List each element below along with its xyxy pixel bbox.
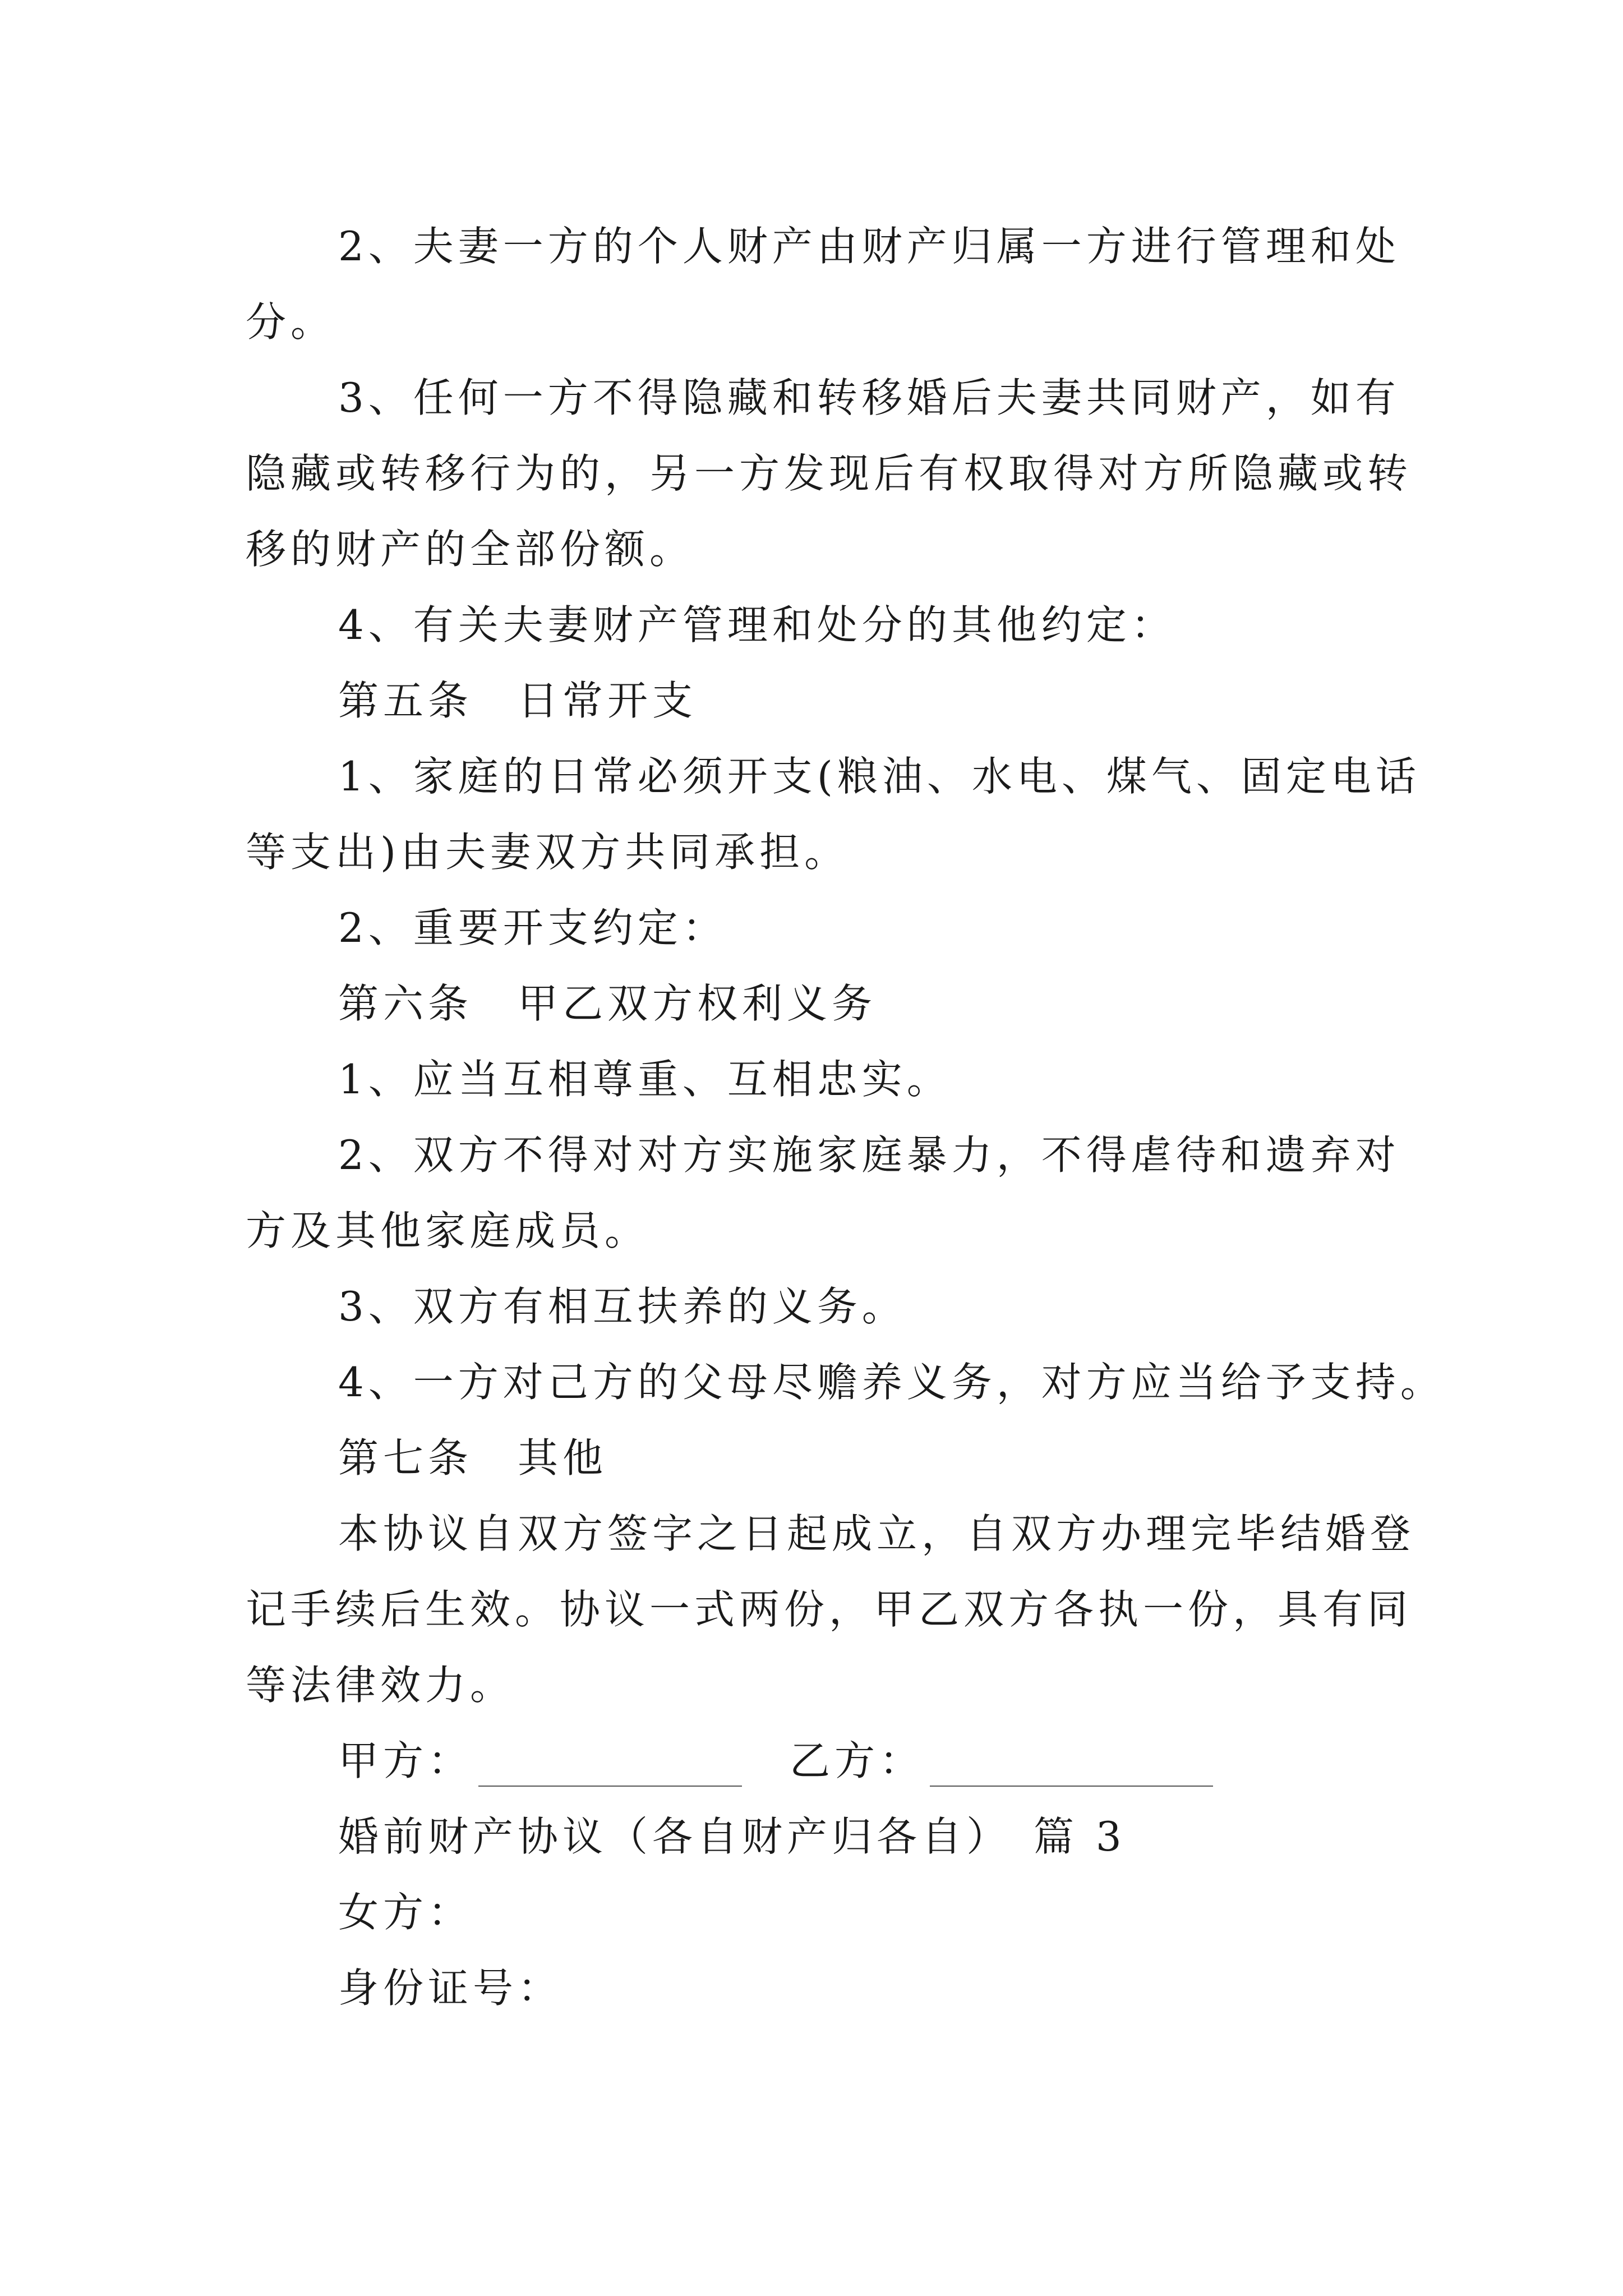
field-label-female-party: 女方： <box>338 1889 473 1936</box>
article-heading <box>246 966 1390 1042</box>
paragraph-line: 2、夫妻一方的个人财产由财产归属一方进行管理和处 <box>338 223 1400 270</box>
party-a-signature-line[interactable] <box>478 1786 742 1787</box>
paragraph-line: 移的财产的全部份额。 <box>246 526 695 573</box>
section-part-number: 篇 3 <box>1034 1813 1126 1860</box>
paragraph-line: 分。 <box>246 298 336 346</box>
section-title-text: 婚前财产协议（各自财产归各自） <box>338 1813 1012 1860</box>
article-heading <box>246 663 1390 739</box>
paragraph-line: 等法律效力。 <box>246 1662 515 1709</box>
document-body <box>246 209 1445 2026</box>
paragraph-line: 3、双方有相互扶养的义务。 <box>338 1283 907 1330</box>
paragraph-line: 2、双方不得对对方实施家庭暴力，不得虐待和遗弃对 <box>338 1131 1400 1179</box>
paragraph-line: 2、重要开支约定： <box>338 904 727 951</box>
paragraph-line: 本协议自双方签字之日起成立，自双方办理完毕结婚登 <box>338 1510 1415 1557</box>
paragraph-line: 等支出)由夫妻双方共同承担。 <box>246 829 850 876</box>
article-number: 第五条 <box>338 677 473 724</box>
article-heading <box>246 1420 1390 1496</box>
signature-row <box>246 1723 1390 1799</box>
article-number: 第七条 <box>338 1434 473 1481</box>
paragraph-line: 3、任何一方不得隐藏和转移婚后夫妻共同财产，如有 <box>338 374 1400 421</box>
field-label-id-number: 身份证号： <box>338 1964 563 2012</box>
paragraph-line: 隐藏或转移行为的，另一方发现后有权取得对方所隐藏或转 <box>246 450 1413 497</box>
paragraph-line: 4、一方对己方的父母尽赡养义务，对方应当给予支持。 <box>338 1359 1445 1406</box>
article-number: 第六条 <box>338 980 473 1027</box>
article-title: 日常开支 <box>518 677 698 724</box>
article-title: 其他 <box>518 1434 608 1481</box>
paragraph-line: 方及其他家庭成员。 <box>246 1207 650 1254</box>
article-title: 甲乙双方权利义务 <box>518 980 877 1027</box>
section-title <box>246 1799 1390 1875</box>
paragraph-line: 记手续后生效。协议一式两份，甲乙双方各执一份，具有同 <box>246 1586 1413 1633</box>
paragraph-line: 4、有关夫妻财产管理和处分的其他约定： <box>338 601 1176 648</box>
paragraph-line: 1、家庭的日常必须开支(粮油、水电、煤气、固定电话 <box>338 753 1421 800</box>
party-b-label: 乙方： <box>790 1737 925 1784</box>
party-a-label: 甲方： <box>338 1737 473 1784</box>
party-b-signature-line[interactable] <box>930 1786 1213 1787</box>
paragraph-line: 1、应当互相尊重、互相忠实。 <box>338 1056 952 1103</box>
